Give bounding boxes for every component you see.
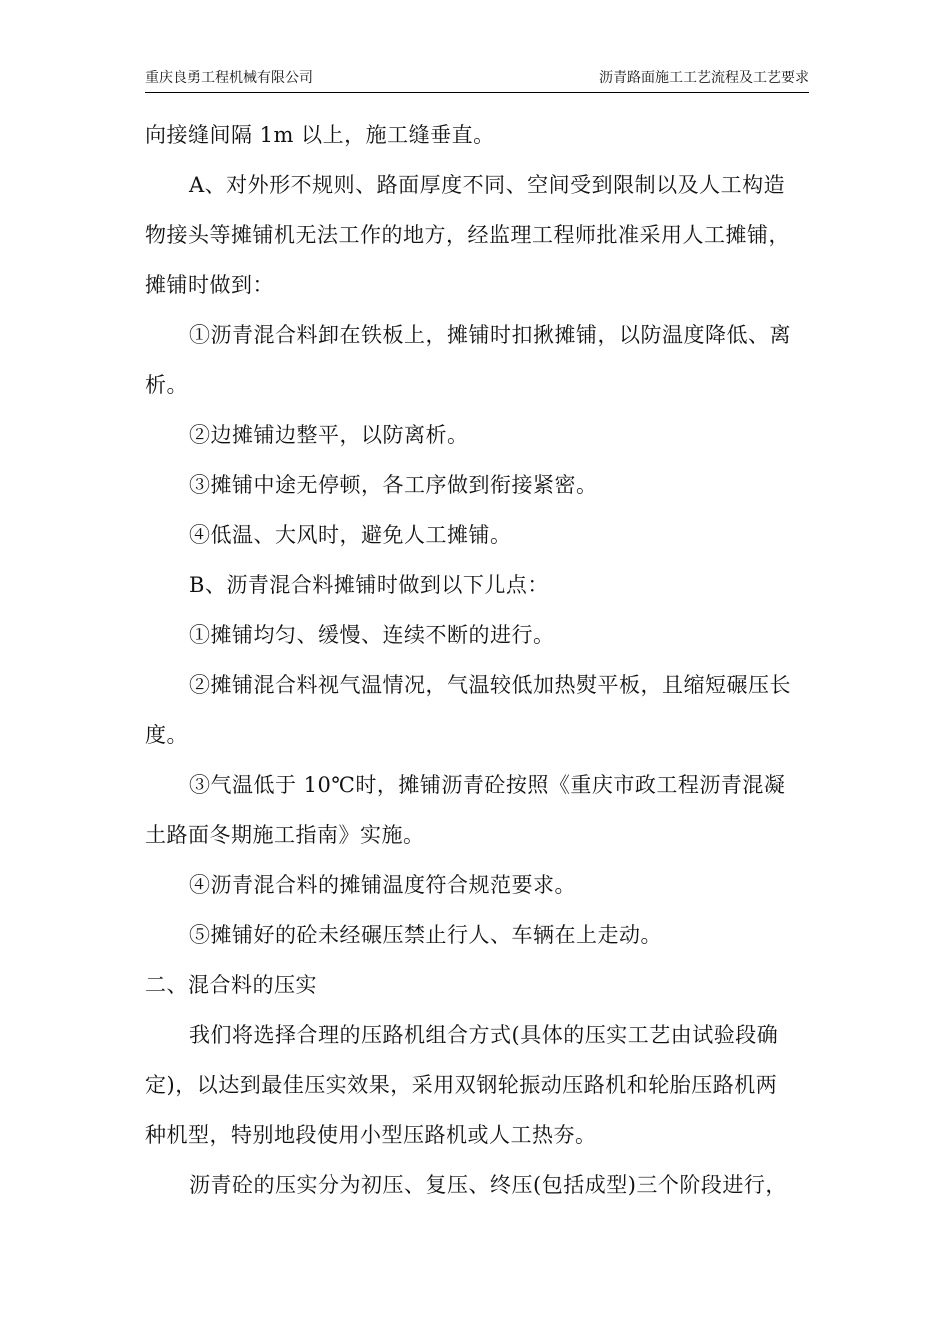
text-line: 沥青砼的压实分为初压、复压、终压(包括成型)三个阶段进行， — [189, 1173, 787, 1197]
text-line: 向接缝间隔 1m 以上，施工缝垂直。 — [145, 123, 495, 147]
text-line: ④沥青混合料的摊铺温度符合规范要求。 — [189, 873, 576, 897]
text-line: 我们将选择合理的压路机组合方式(具体的压实工艺由试验段确 — [189, 1023, 779, 1047]
header-document-title: 沥青路面施工工艺流程及工艺要求 — [599, 70, 809, 86]
text-line: 物接头等摊铺机无法工作的地方，经监理工程师批准采用人工摊铺， — [145, 223, 790, 247]
text-line: ①沥青混合料卸在铁板上，摊铺时扣揪摊铺，以防温度降低、离 — [189, 323, 791, 347]
document-body — [145, 110, 809, 1210]
section-heading: 二、混合料的压实 — [145, 973, 317, 997]
text-line: ②边摊铺边整平，以防离析。 — [189, 423, 469, 447]
text-line: 定)，以达到最佳压实效果，采用双钢轮振动压路机和轮胎压路机两 — [145, 1073, 778, 1097]
text-line: ②摊铺混合料视气温情况，气温较低加热熨平板，且缩短碾压长 — [189, 673, 791, 697]
text-line: 摊铺时做到： — [145, 273, 274, 297]
text-line: ⑤摊铺好的砼未经碾压禁止行人、车辆在上走动。 — [189, 923, 662, 947]
text-line: 土路面冬期施工指南》实施。 — [145, 823, 425, 847]
text-line: A、对外形不规则、路面厚度不同、空间受到限制以及人工构造 — [189, 173, 786, 197]
text-line: 析。 — [145, 373, 188, 397]
text-line: ④低温、大风时，避免人工摊铺。 — [189, 523, 512, 547]
text-line: B、沥青混合料摊铺时做到以下儿点： — [189, 573, 549, 597]
text-line: ③摊铺中途无停顿，各工序做到衔接紧密。 — [189, 473, 598, 497]
text-line: ③气温低于 10℃时，摊铺沥青砼按照《重庆市政工程沥青混凝 — [189, 773, 786, 797]
text-line: 度。 — [145, 723, 188, 747]
page-header — [145, 68, 809, 93]
text-line: ①摊铺均匀、缓慢、连续不断的进行。 — [189, 623, 555, 647]
header-company-name: 重庆良勇工程机械有限公司 — [145, 70, 313, 86]
text-line: 种机型，特别地段使用小型压路机或人工热夯。 — [145, 1123, 597, 1147]
